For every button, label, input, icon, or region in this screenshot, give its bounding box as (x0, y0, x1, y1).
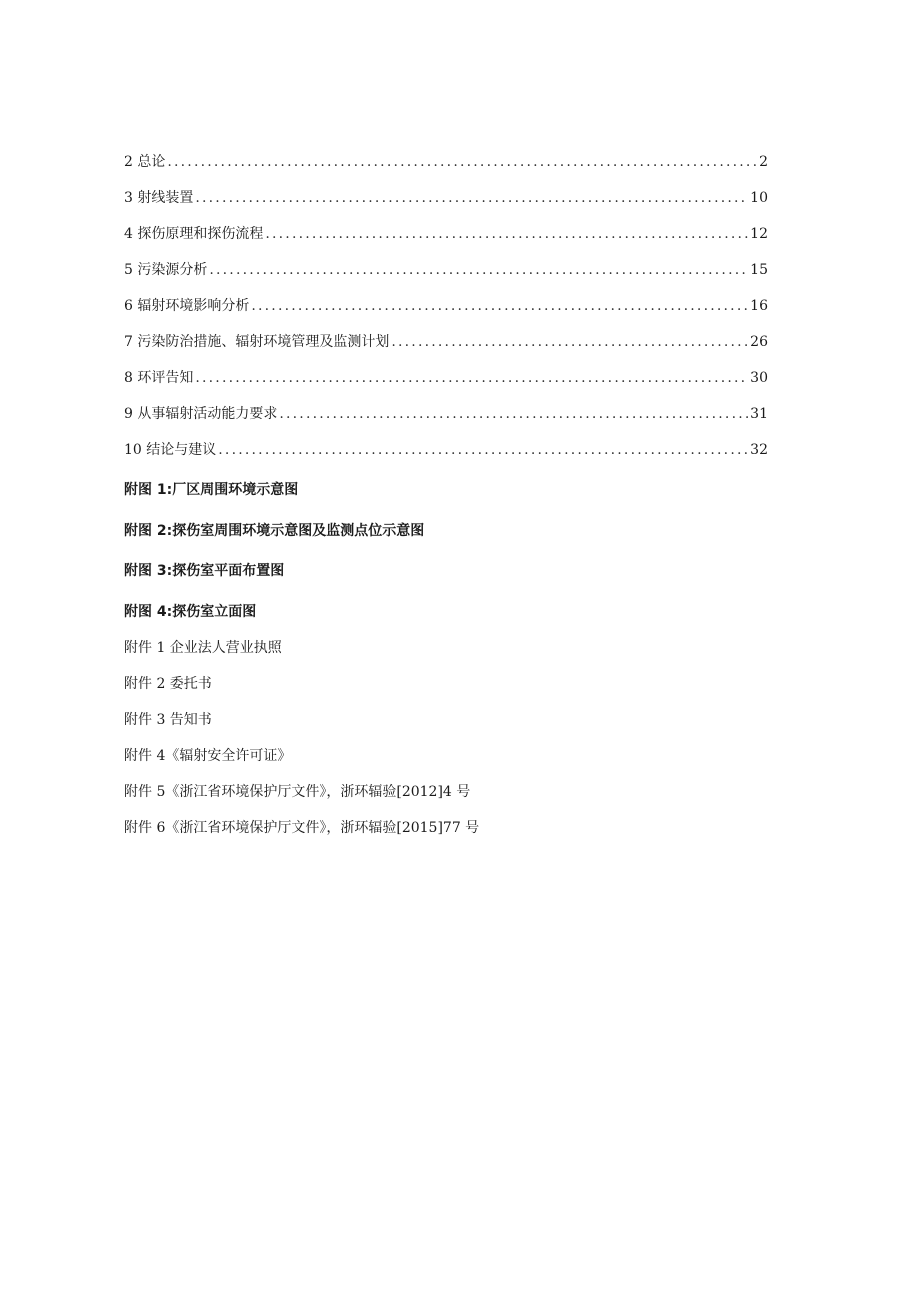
toc-entry-page: 2 (759, 154, 768, 170)
toc-entry-title: 3 射线装置 (124, 190, 194, 206)
toc-entry-title: 10 结论与建议 (124, 442, 217, 458)
toc-entry[interactable] (124, 223, 768, 259)
table-of-contents (124, 151, 768, 475)
toc-dot-leader (209, 259, 748, 281)
toc-entry-title: 9 从事辐射活动能力要求 (124, 406, 278, 422)
attachment-item: 附件 2 委托书 (124, 676, 212, 692)
toc-entry-page: 32 (750, 442, 768, 458)
toc-dot-leader (167, 151, 757, 173)
toc-dot-leader (195, 187, 748, 209)
toc-dot-leader (391, 331, 748, 353)
toc-entry-title: 4 探伤原理和探伤流程 (124, 226, 264, 242)
toc-entry-page: 26 (750, 334, 768, 350)
toc-dot-leader (279, 403, 748, 425)
toc-entry-title: 6 辐射环境影响分析 (124, 298, 250, 314)
attachment-item: 附件 3 告知书 (124, 712, 212, 728)
figure-list (124, 479, 424, 641)
attachment-item: 附件 5《浙江省环境保护厅文件》，浙环辐验[2012]4 号 (124, 784, 471, 800)
toc-entry-title: 8 环评告知 (124, 370, 194, 386)
toc-entry-page: 16 (750, 298, 768, 314)
toc-entry-page: 31 (750, 406, 768, 422)
toc-entry-page: 12 (750, 226, 768, 242)
figure-item: 附图 1:厂区周围环境示意图 (124, 482, 299, 498)
toc-dot-leader (195, 367, 748, 389)
toc-entry[interactable] (124, 259, 768, 295)
figure-item: 附图 3:探伤室平面布置图 (124, 563, 285, 579)
toc-entry-page: 30 (750, 370, 768, 386)
attachment-item: 附件 6《浙江省环境保护厅文件》，浙环辐验[2015]77 号 (124, 820, 480, 836)
toc-entry[interactable] (124, 151, 768, 187)
toc-entry-title: 5 污染源分析 (124, 262, 208, 278)
toc-entry[interactable] (124, 403, 768, 439)
attachment-item: 附件 1 企业法人营业执照 (124, 640, 282, 656)
toc-entry[interactable] (124, 367, 768, 403)
toc-entry[interactable] (124, 439, 768, 475)
toc-entry-title: 2 总论 (124, 154, 166, 170)
figure-item: 附图 4:探伤室立面图 (124, 603, 257, 620)
attachment-item: 附件 4《辐射安全许可证》 (124, 748, 292, 764)
toc-entry[interactable] (124, 295, 768, 331)
toc-entry-page: 15 (750, 262, 768, 278)
toc-dot-leader (218, 439, 748, 461)
toc-dot-leader (265, 223, 748, 245)
toc-dot-leader (251, 295, 748, 317)
attachment-list (124, 637, 479, 853)
toc-entry-page: 10 (750, 190, 768, 206)
figure-item: 附图 2:探伤室周围环境示意图及监测点位示意图 (124, 522, 425, 539)
toc-entry[interactable] (124, 187, 768, 223)
toc-entry-title: 7 污染防治措施、辐射环境管理及监测计划 (124, 334, 390, 350)
toc-entry[interactable] (124, 331, 768, 367)
